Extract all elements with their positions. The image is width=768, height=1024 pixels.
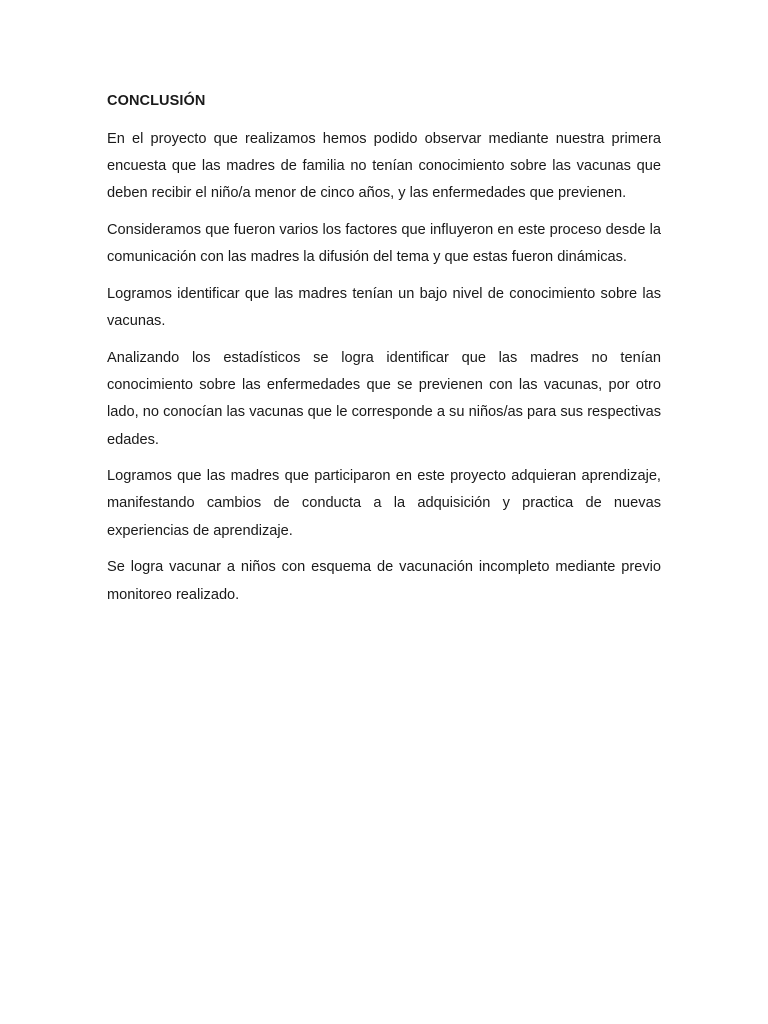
paragraph-3: Logramos identificar que las madres tenían un bajo nivel de conocimiento sobre las vacunas. (107, 286, 661, 330)
paragraph-5: Logramos que las madres que participaron en este proyecto adquieran aprendizaje, manifestando cambios de conducta a la adquisición y practica de nuevas experiencias de aprendizaje. (107, 468, 661, 539)
paragraph-6: Se logra vacunar a niños con esquema de vacunación incompleto mediante previo monitoreo realizado. (107, 559, 661, 603)
document-page (107, 91, 661, 618)
paragraph-1: En el proyecto que realizamos hemos podido observar mediante nuestra primera encuesta que las madres de familia no tenían conocimiento sobre las vacunas que deben recibir el niño/a menor de cinco años, y las enfermedades que previenen. (107, 131, 661, 202)
paragraph-4: Analizando los estadísticos se logra identificar que las madres no tenían conocimiento sobre las enfermedades que se previenen con las vacunas, por otro lado, no conocían las vacunas que le corresponde a su niños/as para sus respectivas edades. (107, 349, 661, 448)
paragraph-2: Consideramos que fueron varios los factores que influyeron en este proceso desde la comunicación con las madres la difusión del tema y que estas fueron dinámicas. (107, 222, 661, 266)
page-title: CONCLUSIÓN (107, 93, 206, 109)
